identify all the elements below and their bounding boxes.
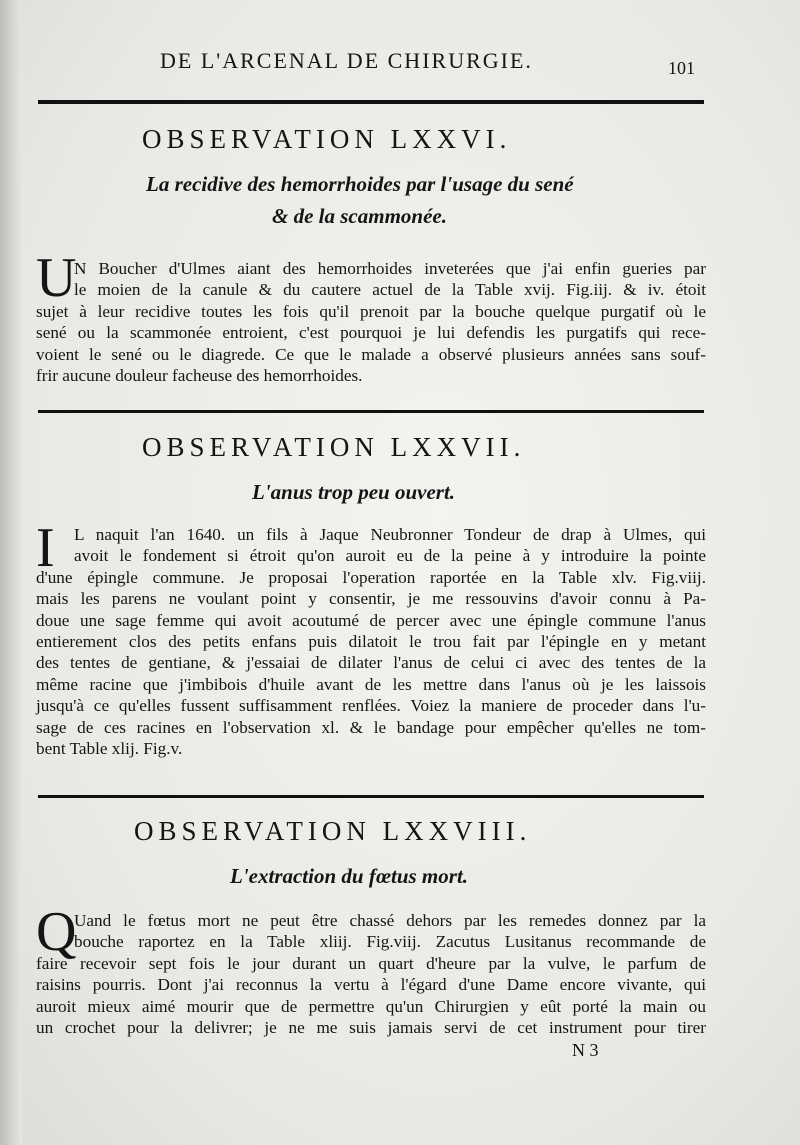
observation-subtitle: & de la scammonée.	[272, 204, 447, 228]
page-gutter-shadow	[0, 0, 22, 1145]
text-line: frir aucune douleur facheuse des hemorrhoides.	[36, 366, 363, 386]
text-line: bent Table xlij. Fig.v.	[36, 739, 183, 759]
page-number: 101	[668, 58, 695, 78]
observation-paragraph	[36, 910, 706, 1038]
text-line: doue une sage femme qui avoit acoutumé de percer avec une épingle commune l'anus	[36, 610, 706, 630]
observation-paragraph	[36, 258, 706, 386]
text-line: sage de ces racines en l'observation xl. & le bandage pour empêcher qu'elles ne tom-	[36, 717, 706, 737]
text-line: raisins pourris. Dont j'ai reconnus la vertu à l'égard d'une Dame encore vivante, qui	[36, 975, 706, 995]
observation-paragraph	[36, 524, 706, 759]
text-line: même racine que j'imbibois d'huile avant de les mettre dans l'anus où je les laissois	[36, 674, 706, 694]
observation-title: OBSERVATION LXXVII.	[142, 432, 526, 462]
text-line: sujet à leur recidive toutes les fois qu'il prenoit par la bouche quelque purgatif où le	[36, 301, 706, 321]
text-line: N Boucher d'Ulmes aiant des hemorrhoides inveterées que j'ai enfin gueries par	[74, 259, 706, 278]
text-line: bouche raportez en la Table xliij. Fig.viij. Zacutus Lusitanus recommande de	[74, 932, 706, 952]
text-line: voient le sené ou le diagrede. Ce que le malade a observé plusieurs années sans souf-	[36, 344, 706, 364]
observation-subtitle: L'extraction du fœtus mort.	[230, 864, 469, 888]
text-line: sené ou la scammonée entroient, c'est pourquoi je lui defendis les purgatifs qui rece-	[36, 323, 706, 343]
text-line: faire recevoir sept fois le jour durant un quart d'heure par la vulve, le parfum de	[36, 953, 706, 973]
running-title: DE L'ARCENAL DE CHIRURGIE.	[160, 48, 533, 73]
observation-subtitle: L'anus trop peu ouvert.	[252, 480, 456, 504]
drop-cap: U	[36, 247, 77, 309]
header-rule	[38, 100, 704, 104]
text-line: jusqu'à ce qu'elles fussent suffisamment renflées. Voiez la maniere de proceder dans l'u-	[36, 696, 706, 716]
drop-cap: Q	[36, 901, 77, 963]
observation-subtitle: La recidive des hemorrhoides par l'usage du sené	[146, 172, 574, 196]
text-line: auroit mieux aimé mourir que de permettre qu'un Chirurgien y eût porté la main ou	[36, 996, 706, 1016]
catchword: N 3	[572, 1040, 599, 1060]
text-line: le moien de la canule & du cautere actuel de la Table xvij. Fig.iij. & iv. étoit	[74, 280, 706, 300]
text-line: des tentes de gentiane, & j'essaiai de dilater l'anus de celui ci avec des tentes de la	[36, 653, 706, 673]
observation-title: OBSERVATION LXXVIII.	[134, 816, 532, 846]
observation-title: OBSERVATION LXXVI.	[142, 124, 512, 154]
text-line: L naquit l'an 1640. un fils à Jaque Neubronner Tondeur de drap à Ulmes, qui	[74, 525, 706, 544]
drop-cap: I	[36, 517, 55, 579]
section-rule	[38, 410, 704, 413]
text-line: avoit le fondement si étroit qu'on auroit eu de la peine à y introduire la pointe	[74, 546, 706, 566]
text-line: un crochet pour la delivrer; je ne me suis jamais servi de cet instrument pour tirer	[36, 1018, 706, 1038]
text-line: mais les parens ne voulant point y consentir, je me ressouvins d'avoir connu à Pa-	[36, 589, 706, 609]
section-rule	[38, 795, 704, 798]
text-line: Uand le fœtus mort ne peut être chassé dehors par les remedes donnez par la	[74, 911, 706, 930]
text-line: entierement clos des petits enfans puis dilatoit le trou fait par l'épingle en y metant	[36, 632, 706, 652]
text-line: d'une épingle commune. Je proposai l'operation raportée en la Table xlv. Fig.viij.	[36, 567, 706, 587]
